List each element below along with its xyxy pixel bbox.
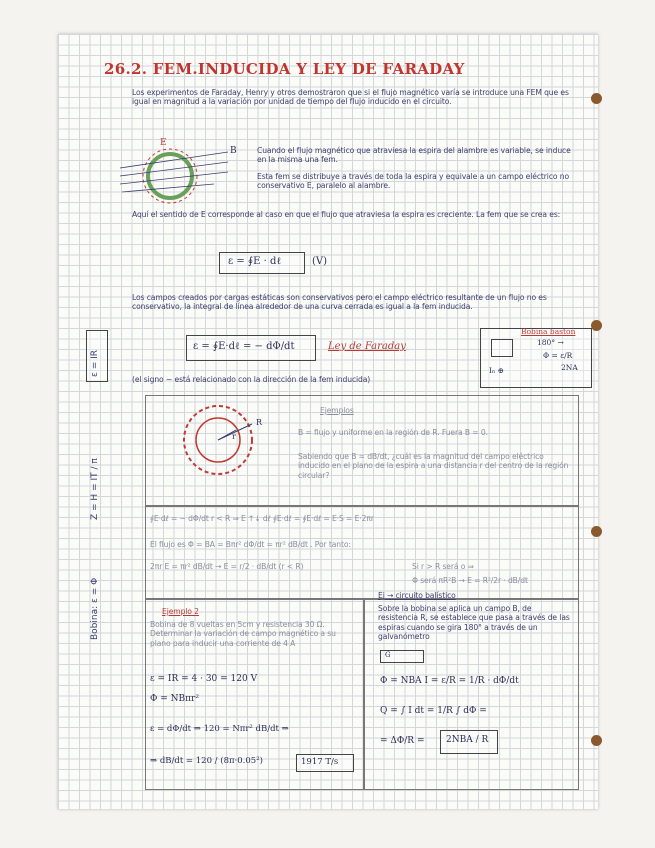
intro-text: Los experimentos de Faraday, Henry y otros demostraron que si el flujo magnético varía se introduce una FEM que es igual en magnitud a la variación por unidad de tiempo del flujo inducido en el circuito.: [132, 88, 569, 107]
fields-text: Los campos creados por cargas estáticas son conservativos pero el campo eléctrico resultante de un flujo no es conservativo, la integral de línea alrededor de una curva cerrada es igual a la fem inducida.: [132, 293, 547, 312]
example-1-title: Ejemplos: [320, 406, 354, 415]
example-3-s1: Φ = NBA I = ε/R = 1/R · dΦ/dt: [380, 676, 519, 686]
binder-hole: [591, 735, 602, 746]
example-2-title: Ejemplo 2: [162, 607, 199, 616]
coil-title: Bobina bastón: [521, 327, 576, 336]
example-2-s1: ε = IR = 4 · 30 = 120 V: [150, 674, 258, 684]
coil-icon: [491, 339, 513, 357]
loop-figure: [118, 138, 238, 218]
coil-formula: Φ = ε/R: [543, 351, 573, 360]
side-note-2: Z = H = IT / π: [90, 458, 100, 520]
example-1-q2: Sabiendo que B = dB/dt, ¿cuál es la magnitud del campo eléctrico inducido en el plano de la espira a una distancia r del centro de la región circular?: [298, 452, 569, 480]
binder-hole: [591, 526, 602, 537]
flux-text: Cuando el flujo magnético que atraviesa la espira del alambre es variable, se induce en la misma una fem.: [257, 146, 571, 165]
circular-region-figure: [178, 400, 258, 480]
example-3-title: Ej → circuito balístico: [378, 591, 456, 600]
example-3-result-box: [440, 730, 498, 754]
fem-unit: (V): [312, 256, 328, 267]
example-2-s4: ⇒ dB/dt = 120 / (8π·0.05²): [150, 756, 263, 766]
galvanometer-label: G: [385, 651, 391, 659]
galvanometer-icon: [380, 650, 424, 663]
field-line: [122, 184, 214, 192]
binder-hole: [591, 320, 602, 331]
side-note-3: Bobina: ε = Φ: [90, 577, 100, 640]
faraday-box: [186, 335, 316, 361]
label-e: E: [160, 138, 167, 148]
page-title: 26.2. FEM.INDUCIDA Y LEY DE FARADAY: [104, 60, 465, 78]
solution-1-line-1: ∮E·dℓ = − dΦ/dt r < R ⇒ E ↑↓ dℓ ∮E·dℓ = ∮E·dℓ = E·S = E·2πr: [150, 514, 374, 523]
faraday-equation: ε = ∮E·dℓ = − dΦ/dt: [193, 341, 295, 352]
example-3-result: 2NBA / R: [446, 735, 489, 745]
example-2-result-box: [296, 754, 354, 772]
example-1-q1: B = flujo y uniforme en la región de R. Fuera B = 0.: [298, 428, 488, 437]
solution-1-line-5: Φ será πR²B → E = R²/2r · dB/dt: [412, 576, 528, 585]
coil-device: Iₙ ⊕: [489, 366, 504, 375]
example-2-s3: ε = dΦ/dt ⇒ 120 = Nπr² dB/dt ⇒: [150, 724, 289, 734]
sign-text: (el signo − está relacionado con la dirección de la fem inducida): [132, 375, 371, 384]
distributed-text: Esta fem se distribuye a través de toda la espira y equivale a un campo eléctrico no conservativo E, paralelo al alambre.: [257, 172, 570, 191]
example-3-s3: = ΔΦ/R =: [380, 736, 425, 746]
example-3-text: Sobre la bobina se aplica un campo B, de resistencia R, se establece que pasa a través de las espiras cuando se gira 180° a través de un galvanómetro: [378, 604, 570, 642]
example-3-s2: Q = ∫ I dt = 1/R ∫ dΦ =: [380, 706, 487, 716]
example-2-text: Bobina de 8 vueltas en 5cm y resistencia 30 Ω. Determinar la variación de campo magnético a su plano para inducir una corriente de 4 A: [150, 620, 336, 648]
coil-box: [480, 328, 592, 388]
fem-equation: ε = ∮E · dℓ: [228, 256, 282, 267]
label-small-r: r: [232, 432, 236, 441]
sense-text: Aquí el sentido de E corresponde al caso en que el flujo que atraviesa la espira es creciente. La fem que se crea es:: [132, 210, 561, 219]
label-b: B: [230, 146, 237, 156]
label-big-r: R: [256, 418, 263, 427]
example-2-s2: Φ = NBπr²: [150, 694, 199, 704]
fem-box: [219, 252, 305, 274]
solution-1-line-3: 2πr E = πr² dB/dt → E = r/2 · dB/dt (r < R): [150, 562, 304, 571]
solution-1-line-2: El flujo es Φ = BA = Bπr² dΦ/dt = πr² dB/dt . Por tanto:: [150, 540, 351, 549]
faraday-label: Ley de Faraday: [328, 341, 406, 352]
coil-angle: 180° →: [537, 338, 564, 347]
binder-hole: [591, 93, 602, 104]
side-note-1: ε = IR: [90, 349, 100, 377]
solution-1-line-4: Si r > R será o ⇒: [412, 562, 474, 571]
side-box: [86, 330, 108, 382]
coil-formula-2: 2NA: [561, 363, 578, 372]
example-2-result: 1917 T/s: [301, 757, 339, 767]
